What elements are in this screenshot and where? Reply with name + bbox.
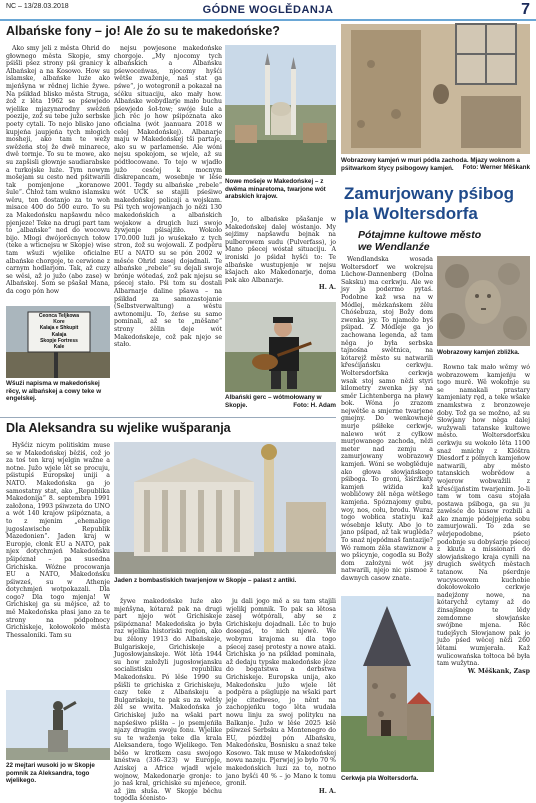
sign-line-5: Skopje Fortress	[40, 337, 78, 344]
sign-line-2: Kore	[53, 319, 65, 326]
article3-subtitle-line-1: Pótajmne kultowe město	[358, 229, 482, 241]
sign-photo-caption: Wšuźi napisma w makedońskej rěcy, w albańskej a cowy teke w engelskej.	[6, 380, 102, 403]
header-rule	[0, 19, 536, 21]
sign-photo	[6, 306, 110, 378]
issue-date: NC – 13/28.03.2018	[6, 3, 69, 10]
monuments-photo-caption: Jaden z bombastiskich twarjenjow w Skopje – palast z antiki.	[114, 577, 297, 584]
article1-column-1	[6, 45, 110, 303]
article1-column-3	[225, 216, 336, 300]
house-photo	[341, 24, 530, 154]
newspaper-section-title: GÓDNE WOGLĚDANJA	[202, 4, 334, 16]
article3-column-2	[437, 364, 530, 782]
article1-column-2	[114, 45, 222, 415]
page-number: 7	[521, 1, 530, 18]
stone-photo	[437, 256, 530, 346]
article1-title: Albańske fony – jo! Ale źo su te makedońske?	[6, 24, 280, 38]
statue-photo	[6, 690, 110, 760]
stone-photo-caption: Wobrazowy kamjeń zbližka.	[437, 349, 520, 356]
sign-line-6: Kale	[53, 344, 65, 351]
article3-title-line-2: pla Woltersdorfa	[344, 204, 478, 223]
article2-text-3: ju dali jogo mě a su tam stajili wjelikj pomnik. To pak sa lětosa zasej wótpórali, aby se z Grichiskeju dojadnali. Lěc to bujo dosegaś, to nich njewě. We wobymu krajoma su dla togo pśecej zasej protesty a nowe ataki. Grichiska jo na pśikład pominała, až dedaju typske makedońske jěze do bogatstwa a derbstwa Grichiskeje. Europska unija, ako Makedońsku južo wjele lět podpěra a pśiglupje na wšaki part jeje citedweso, jo něnt na zachopjeńku togo lěta wudała nowu linju za swoj polityku na Balkanje. Južo w lěśe 2025 kśě pśiwześ Serbsku a Montenegro do EU, pózdźej pón Albańsku, Makedońsku, Bosnisku a snaź teke Kosowo. Tak muse w Makedońskej nowu nazeju. Pjerwjej jo było 70 % makedońskich luzi za to, notno jano byšći 40 % – jo Mano k tomu gronił.	[226, 598, 336, 788]
article3-signature: W. Měškank, Zasp	[467, 667, 530, 675]
article3-subtitle-line-2: we Wendlanźe	[358, 241, 430, 253]
article1-text-3: Jo, to albańske pšašanje w Makedońskej dalej wóstanjo. My sejźimy napšawdu bejnak na pulberowem sudu (Pulverfass), jo Mano pšecej wóstał situaciju. A ironiski jo pśidał hyšći to: Te albańske wustupjenje w nejsu kšajach ako Makedonarje, doma pak ako Albanarje.	[225, 216, 336, 284]
player-photo	[225, 302, 336, 392]
house-photo-credit: Foto: Werner Měškank	[462, 164, 530, 171]
article2-rule	[0, 417, 336, 418]
house-photo-caption: Wobrazowy kamjeń w muri pódla zachoda. Mjazy woknom a pśitwarkom štycy psibogowy kamjeń.	[341, 157, 521, 172]
article3-text-1: Wendlandska wosada Woltersdorf we wokrejsu Lüchow-Dannenberg (Dolna Saksku) ma cerkwju. Ale we jsy ja podermo pytaś. Podobne kaž wsa na w Módlej, mězkańskem źělu Chóśebuza, stoj Božy dom zwenka jsy. To njamožo byś pśipad. Z Módleje ga jo zachowana legenda, až tam něga jo była serbska tajnośna swětnica, na kótarejž město su natwarili křesćijańsku cerkwju. Woltersdorfska cerkwja wsak stoj samo něźi styri kilometry zwenka jsy na směr Lichtenberga na pławy bok. Wóna jo zrazom nejwětše a smjerne twarjene gmejny. Do wenkownejé murje pśiłeke cerkwje, nalewo wót z cyłkow murjowanego zachoda, něźi meter nad zemju a zamurjowany wobrazowy kamjeń. Wóni se wobglěduje ako głowa słowjańskego pśiboga. To groni, šiśrźkaty kamjeń wiźida kaž wobličowy źěl něga wětšego kamjeńa. Spóznajomy gubu, woy, nos, cołu, brodu. Wuraz togo wobłica stativju kaž wósebnje kšuty. Abo jo to jano pśipad, až tak wuglěda? To snaź njepódmaš fantazije? Wó ramom źěla stawiznow a wo pšicynje, cogodla su Božy dom założyni wót jsy natwarili, njejo nic pismoe z dawnych casow znate.	[341, 256, 433, 582]
sign-line-1: Ceonca Teljkowa	[38, 313, 80, 319]
player-photo-credit: Foto: H. Adam	[293, 402, 336, 409]
player-photo-caption: Albański gerc – wótmołowany w Skopje.	[225, 394, 322, 409]
article2-column-2	[114, 598, 222, 803]
article3-column-1	[341, 256, 433, 594]
church-photo-caption: Cerkwja pla Woltersdorfa.	[341, 775, 419, 782]
mosque-photo-caption: Nowe mošeje w Makedońskej – z dwěma minaretoma, twarjone wót arabskich krajow.	[225, 178, 326, 201]
article2-signature: H. A.	[318, 787, 336, 795]
article3-title-line-1: Zamurjowany pśibog	[344, 184, 515, 203]
article3-text-2: Rowno tak mało wěmy wó wobrazowem kamjeńju w togo murě. Wě wokołnje su se namakali prastary kamjeniaty ręd, a teke wšake znamkstwa z bronzoweje doby. Tož ga se možno, až su Słowjany how něga dalej wužywali tatanske kultowe město. Woltersdorfsku cerkwju su wokoło lěta 1100 snaź mnichy z Klóštra Diesdorf z pólnych kamjeńow natwarili, aby město tatanskich wobrědow a wojerow wobwažili z křesćijaństim twarjenim. Jo-li tam w tom casu stojała postawa pśiboga, ga su ju zawěsće do kusow rozbili a ako znamje pódejpjeńa sobu zamurjowali. To zda se wěrjepodobne, pśeto podobnje su dobyśarje pśecej z kkuta a missionari do słowjańskego kraja cynili na drugich swětych městach tatanow. Na pśerdnje wucyscowem kuchobie dokołowokoło cerkwje nadejźony nowe, na kótarychž cytamy až do źinsajšnego te lědy zemdomne słowjańske swójbne mjena. Rěc tudejšych Słowjanow pak jo južo pśed wěcej něźi 260 lětami wumjerała. Kaž wulicowańska tołtoca bě była tam wužytna.	[437, 364, 530, 668]
church-photo	[341, 596, 434, 772]
mosque-photo	[225, 45, 336, 175]
monuments-photo	[114, 442, 336, 574]
article1-text-1: Ako smy jeli z města Ohrid do głownego města Skopje, smy pśišli pśez strony pśi granicy k Albańskej a na Kosowo. How su islamske, albańske luźe ako mjeńšyna w rědnej lichie žywe. Na pśikład blisko města Struga, źož z lěta 1962 se pśewjedo wjelike mjazynarodny swěźeń poezije, zož su tebe južo serbske poety cytali. To nejo blisko jano kupjeńa jaupjeńa tych młogich mosheji, ako tam te wežy swěźeńa stoj že dwě minarece, dwě tormje. To su te mowe, ako su zapšisli głownje saudiarabske a turkojske luźe. Tym nowym mošejam su cesto ned pśitwarili tak pomjenjone „koranowe šule“. Chłoź tam wukno islamsku wěru, ten dostanjo za to woh misace 400 do 500 euro. To su za Makedońsku napšawdu něco pjenjeze! Teke na drugi part tam to „albańske“ ned do wocowu bijo. Młogi dwójorěcnych tołow (teke a wticnejsu w Skopje) wise tam wšuźi wjelike oficialne albańske chorgoje, te cerwione z carnym hodlarjom. Tak, až cuzy se wěsi, až jo južo (abo zase) w Albańskej. Som se pšašał Mana, da cogo pón how	[6, 45, 110, 295]
statue-photo-caption: 22 mejtari wusoki jo w Skopje pomnik za Aleksandra, togo wjelikego.	[6, 762, 95, 785]
article2-text-2: žywe makedońske luźe ako mjeńšyna, kótaraž pak na drugi part njejo wót Grichiskeje pśipóznana! Makedońska jo była raz wjelika historiski region, ako bu źělony 1913 do Albańskeje, Bulgariskeje, Grichiskeje a Jugosłowjanskeje. Wót lěta 1944 su how załožyli jugosłowjansku socialistisku republiku Makedońsku. Pó lěśe 1990 su pšišli te grichiska z Grichiskeju, cazy teke z Albańskeju a Bulgariskeju, te pak su za wětšy źěl se wwita. Makedońska jo Grichiskej južo na wšaki part napśeśiwo pšišła – jo psemjeńiła njazy drugim swoju fonu. Wjelike su te waženja teke dla krala Aleksandera, togo Wjelikego. Ten běšo w krotkem casu swojogo knéstwa (336–323) w Europje, Aziskej a Africe wjadł wjele wojnow, Makedonarje gronje: to jo naš kral, grichiske su mjeńece, až jim słuša. W Skopje běchu togodla šćenisto-	[114, 598, 222, 803]
article3-title	[344, 184, 534, 224]
article2-text-1: Hyšćiz nicym politiskim muse se w Makedońskej běźiś, což jo za toś ten kraj wjelgin wažne a notne. Južo wjele lět se procuju, pśistupiś Europskej uniji a NATO. Makedońska ga jo samostatny stat, ako „Republika Makedonija“ 8. septembra 1991 załožona, 1993 pśiwzeta do UNO a wót 140 krajow pśipóznata, a to z mjenim „ehemalige jugoslawische Republik Mazedonien“. Jaden kraj w Europje, cłonk EU a NATO, pak njex dotychmjeń Makedońsku pšipóznał – pa susedna Grichiska. Wóźne procowanja EU a NATO, Makedońsku pśiwześ, su w Athenje dotychmjeń wotpokazali. Dla cogo? Dla togo mjenja! W Grichiskej ga su mějsce, až to mě Makedońska płasi jano za te strony na pódpołnocy Grichiskeje, kołowokoło města Thessaloniki. Tam su	[6, 442, 110, 639]
article1-text-2: nejsu powjesone makedońske chorgoje. „My njocomy tych albańskich a Albańsku pśewoceńwas, njocomy hyšći wětše zwaženje, naš stat ga pśwe“, jo wotegronił a pokazał na sćěku situaciju, ako mały how. Albańske wobydlarje mało buchu pśewjedo šoł-tow; swóje šule a jich rěc jo how pśipóznata ako oficialna (wót jaanuara 2018 w celej Makedońskej). Albanarje maju w Makedońskej tši partaje, ako su w parlamenśe. Ale wóni nejsu spokojom, se wjele, až su pódtłocowane. To tejo w wjadło južo cesćej k mocnym diskrepancam, wosebnje w lěśe 2001. Tegdy su albańske „rebele“ wót UCK se stajili pśeśiwo makedońskej policaji a wojskam. Pśi tych wojowanjach jo něźi 130 makedońskich a albańskich wojakow a drugich luzi swojo žywjenje pšisajźiło. Wokoło 170.000 luźi jo wuśekało z tych stron, źož su wojowali. Z podpěru EU a NATO su se pón 2002 w měsće Ohrid zasej dojadnali. Te albańske „rebele“ su dejali swoje brónje wótedaś, zož pak njejsu se pśecej stało. Pśi tom su dostali Albarnarje daline pšawa – na pśikład za samozastojanie (Selbstverwaltung) a wěstu awtonomiju. To, źeńse su samo pominali, až se te „měšane“ strony źělin deje wót Makedońskeje, což pak njejo se stało.	[114, 45, 222, 349]
article3-subtitle	[358, 229, 534, 253]
article2-column-1	[6, 442, 110, 686]
sign-line-4: Kalaja	[51, 331, 67, 338]
article2-title: Dla Aleksandra su wjelike wušparanja	[6, 421, 231, 435]
article1-signature: H. A.	[318, 284, 336, 292]
article2-column-3	[226, 598, 336, 795]
sign-line-3: Kalaja e Shkupit	[39, 325, 79, 332]
